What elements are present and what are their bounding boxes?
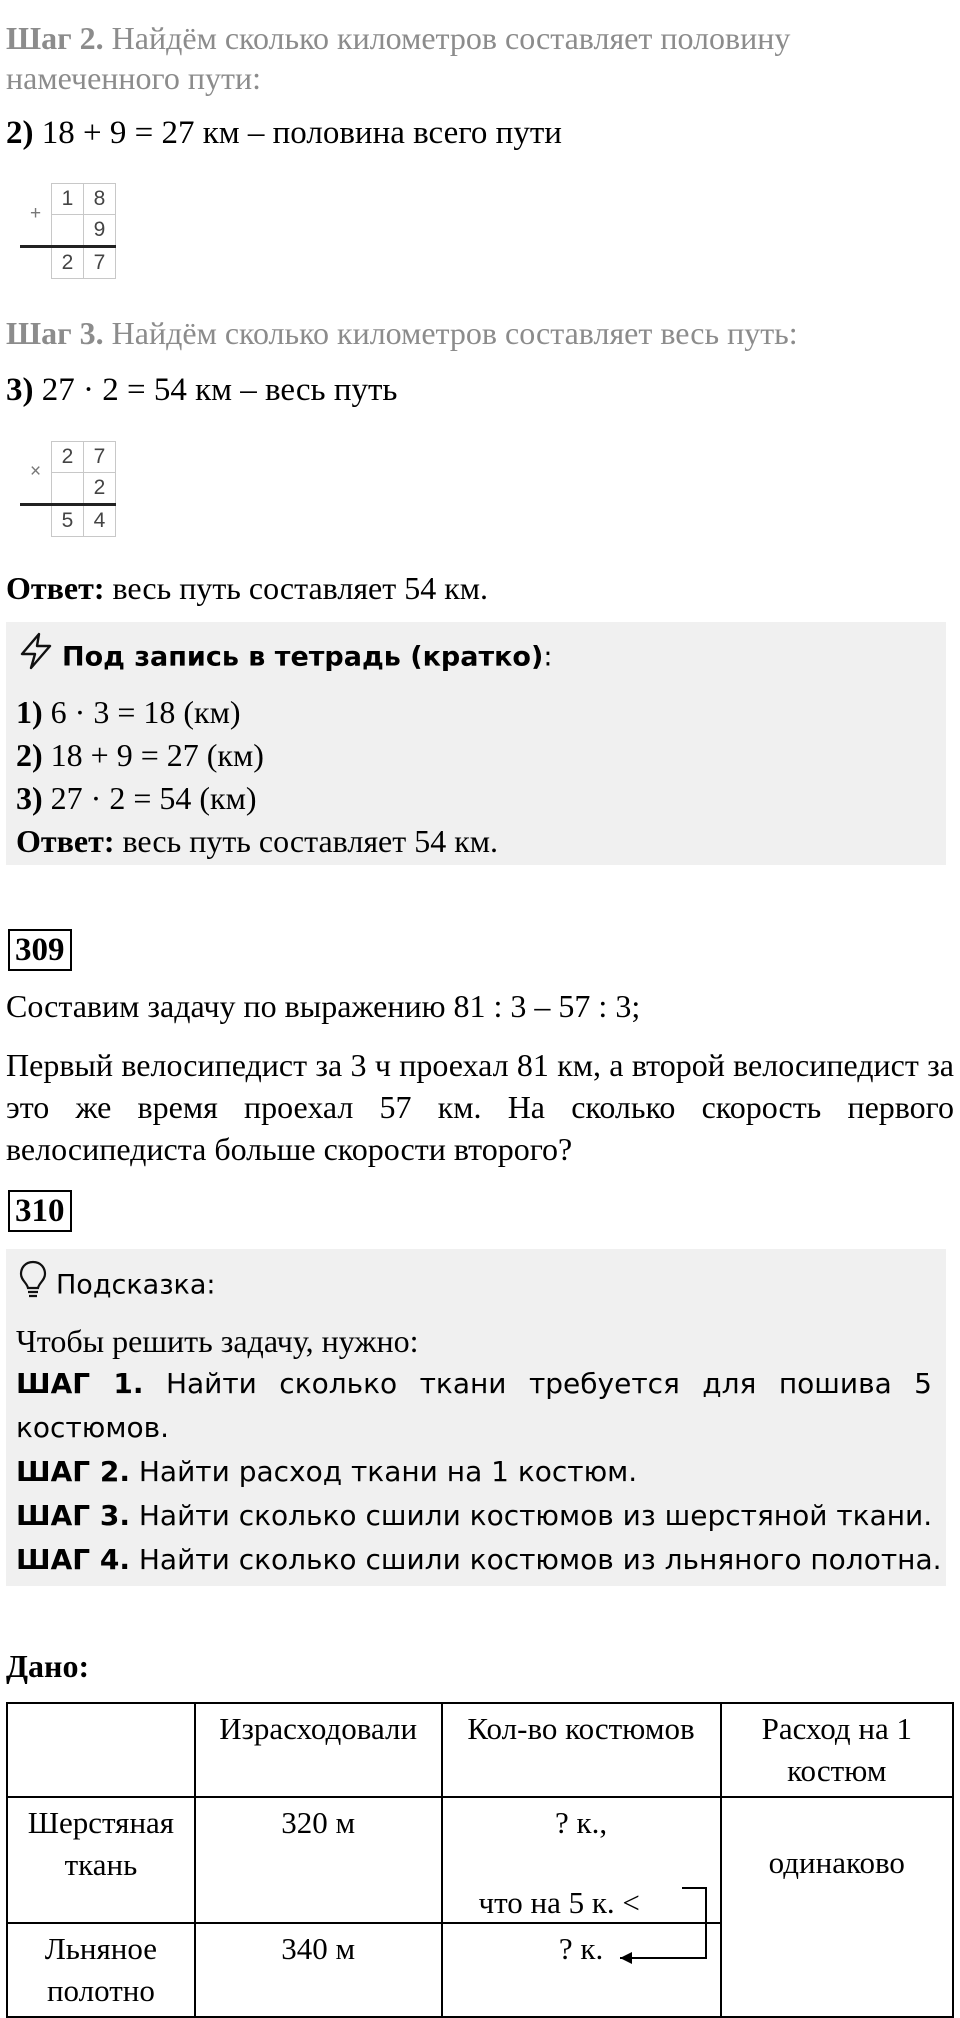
step3-text: [6, 313, 906, 353]
brief-line-text: 18 + 9 = 27 (км): [42, 737, 264, 773]
row-name-cell: Льняное полотно: [7, 1923, 195, 2017]
step2-text: [6, 18, 886, 98]
brief-answer-text: весь путь составляет 54 км.: [114, 823, 499, 859]
addition-column-calc: [20, 183, 116, 279]
brief-notes-box: [6, 622, 946, 865]
used-cell: 340 м: [195, 1923, 442, 2017]
brief-line: [16, 692, 240, 732]
header-cell: Расход на 1 костюм: [721, 1703, 953, 1797]
multiplication-column-calc: [20, 441, 116, 537]
brief-line-text: 6 · 3 = 18 (км): [42, 694, 241, 730]
calc-cell: 2: [84, 473, 116, 505]
brief-answer-label: Ответ:: [16, 823, 115, 859]
hint-title: Подсказка:: [56, 1269, 216, 1301]
calc-cell: [20, 505, 52, 537]
calc-cell: 4: [84, 505, 116, 537]
hint-box: [6, 1249, 946, 1586]
hint-step: [16, 1450, 637, 1494]
brief-title-row: [18, 632, 552, 684]
comparison-arrow-icon: [610, 1878, 720, 1968]
step3-eq-num: 3): [6, 372, 34, 408]
step3-label: Шаг 3.: [6, 315, 104, 351]
step2-description: Найдём сколько километров составляет половину намеченного пути:: [6, 20, 791, 96]
given-table: [6, 1702, 954, 2018]
calc-cell: 2: [52, 442, 84, 473]
hint-intro: Чтобы решить задачу, нужно:: [16, 1323, 419, 1359]
count-cell: ? к.: [442, 1923, 721, 2017]
hint-step-label: ШАГ 3.: [16, 1499, 130, 1532]
header-cell: Израсходовали: [195, 1703, 442, 1797]
count-compare: что на 5 к. <: [478, 1885, 640, 1920]
brief-line: [16, 735, 264, 775]
hint-title-row: [18, 1259, 216, 1313]
problem-number-309: 309: [8, 929, 72, 971]
brief-line: [16, 778, 256, 818]
hint-step: [16, 1494, 932, 1538]
brief-title: Под запись в тетрадь (кратко): [62, 641, 544, 673]
times-sign: ×: [20, 442, 52, 505]
calc-cell: [52, 215, 84, 247]
calc-cell: [52, 473, 84, 505]
p309-intro: Составим задачу по выражению 81 : 3 – 57 : 3;: [6, 988, 641, 1024]
hint-step-text: Найти сколько ткани требуется для пошива 5 костюмов.: [16, 1367, 932, 1444]
step2-equation: [6, 112, 562, 154]
hint-step-text: Найти сколько сшили костюмов из льняного полотна.: [129, 1543, 942, 1576]
step2-label: Шаг 2.: [6, 20, 104, 56]
hint-step-text: Найти сколько сшили костюмов из шерстяной ткани.: [129, 1499, 933, 1532]
calc-cell: 9: [84, 215, 116, 247]
step3-equation: [6, 369, 397, 411]
hint-step-text: Найти расход ткани на 1 костюм.: [129, 1455, 638, 1488]
brief-answer: [16, 821, 498, 861]
calc-cell: 7: [84, 442, 116, 473]
lightbulb-icon: [18, 1259, 48, 1313]
rate-cell: одинаково: [721, 1797, 953, 2017]
header-cell: [7, 1703, 195, 1797]
step3-eq-text: 27 · 2 = 54 км – весь путь: [33, 372, 398, 408]
brief-line-num: 2): [16, 737, 43, 773]
brief-line-text: 27 · 2 = 54 (км): [42, 780, 257, 816]
answer-label: Ответ:: [6, 570, 105, 606]
brief-line-num: 1): [16, 694, 43, 730]
calc-cell: 7: [84, 247, 116, 279]
given-label: Дано:: [6, 1648, 90, 1684]
answer: [6, 568, 488, 608]
hint-step-label: ШАГ 1.: [16, 1367, 144, 1400]
row-name-cell: Шерстяная ткань: [7, 1797, 195, 1923]
calc-cell: [20, 247, 52, 279]
step3-description: Найдём сколько километров составляет весь путь:: [103, 315, 798, 351]
plus-sign: +: [20, 184, 52, 247]
header-cell: Кол-во костюмов: [442, 1703, 721, 1797]
calc-cell: 2: [52, 247, 84, 279]
calc-cell: 5: [52, 505, 84, 537]
hint-step: [16, 1538, 942, 1582]
hint-step: [16, 1362, 932, 1450]
step2-eq-text: 18 + 9 = 27 км – половина всего пути: [33, 115, 562, 151]
calc-cell: 1: [52, 184, 84, 215]
brief-title-colon: :: [543, 641, 553, 673]
answer-text: весь путь составляет 54 км.: [104, 570, 489, 606]
hint-step-label: ШАГ 2.: [16, 1455, 130, 1488]
p309-problem-text: Первый велосипедист за 3 ч проехал 81 км, а второй велосипедист за это же время проехал 57 км. На сколько скорость первого велосипедиста больше скорости второго?: [6, 1047, 954, 1167]
used-cell: 320 м: [195, 1797, 442, 1923]
step2-eq-num: 2): [6, 115, 34, 151]
count-top: ? к.,: [555, 1805, 608, 1840]
lightning-icon: [18, 632, 54, 684]
problem-number-310: 310: [8, 1190, 72, 1232]
brief-line-num: 3): [16, 780, 43, 816]
calc-cell: 8: [84, 184, 116, 215]
hint-step-label: ШАГ 4.: [16, 1543, 130, 1576]
